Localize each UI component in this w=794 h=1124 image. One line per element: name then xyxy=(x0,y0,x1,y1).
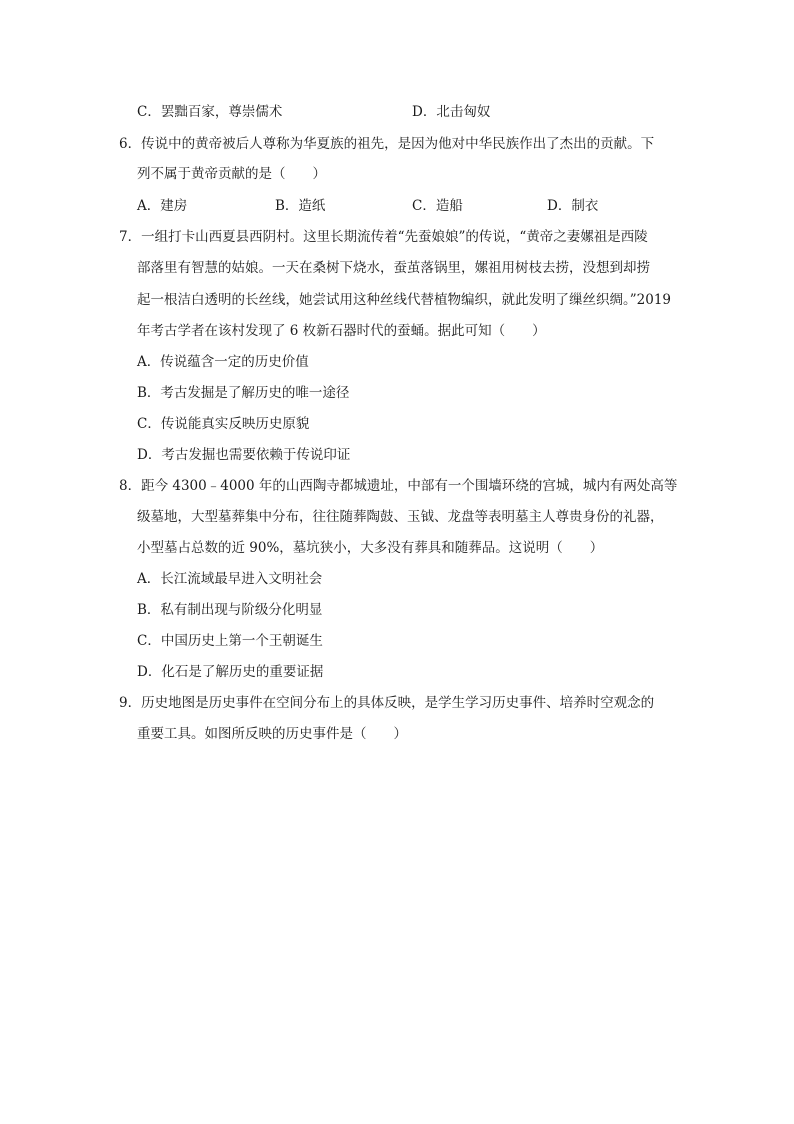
q5-option-d: D．北击匈奴 xyxy=(412,104,491,120)
q8-option-c: C．中国历史上第一个王朝诞生 xyxy=(137,633,323,649)
q6-option-a: A．建房 xyxy=(137,198,188,214)
q9-stem-line-1: 9．历史地图是历史事件在空间分布上的具体反映，是学生学习历史事件、培养时空观念的 xyxy=(119,695,655,711)
q8-stem-line-3: 小型墓占总数的近 90%，墓坑狭小，大多没有葬具和随葬品。这说明（ ） xyxy=(137,540,604,556)
q5-option-c: C．罢黜百家，尊崇儒术 xyxy=(137,104,283,120)
q6-stem-line-1: 6．传说中的黄帝被后人尊称为华夏族的祖先，是因为他对中华民族作出了杰出的贡献。下 xyxy=(119,136,655,152)
q8-option-b: B．私有制出现与阶级分化明显 xyxy=(137,602,323,618)
q8-stem-line-1: 8．距今 4300﹣4000 年的山西陶寺都城遗址，中部有一个围墙环绕的宫城，城内有两处高等 xyxy=(119,478,678,494)
q6-option-b: B．造纸 xyxy=(275,198,326,214)
q7-option-d: D．考古发掘也需要依赖于传说印证 xyxy=(137,447,351,463)
q6-stem-line-2: 列不属于黄帝贡献的是（ ） xyxy=(137,166,326,182)
q8-option-d: D．化石是了解历史的重要证据 xyxy=(137,664,324,680)
q7-stem-line-4: 年考古学者在该村发现了 6 枚新石器时代的蚕蛹。据此可知（ ） xyxy=(137,323,546,339)
q8-option-a: A．长江流域最早进入文明社会 xyxy=(137,571,323,587)
q9-stem-line-2: 重要工具。如图所反映的历史事件是（ ） xyxy=(137,726,407,742)
q7-option-a: A．传说蕴含一定的历史价值 xyxy=(137,354,309,370)
q7-stem-line-1: 7．一组打卡山西夏县西阴村。这里长期流传着“先蚕娘娘”的传说，“黄帝之妻嫘祖是西陵 xyxy=(119,229,648,245)
q7-stem-line-3: 起一根洁白透明的长丝线，她尝试用这种丝线代替植物编织，就此发明了缫丝织绸。”2019 xyxy=(137,292,672,308)
q7-option-b: B．考古发掘是了解历史的唯一途径 xyxy=(137,385,350,401)
q7-stem-line-2: 部落里有智慧的姑娘。一天在桑树下烧水，蚕茧落锅里，嫘祖用树枝去捞，没想到却捞 xyxy=(137,260,650,276)
q7-option-c: C．传说能真实反映历史原貌 xyxy=(137,416,310,432)
q6-option-c: C．造船 xyxy=(412,198,463,214)
q6-option-d: D．制衣 xyxy=(547,198,599,214)
q8-stem-line-2: 级墓地，大型墓葬集中分布，往往随葬陶鼓、玉钺、龙盘等表明墓主人尊贵身份的礼器， xyxy=(137,509,664,525)
